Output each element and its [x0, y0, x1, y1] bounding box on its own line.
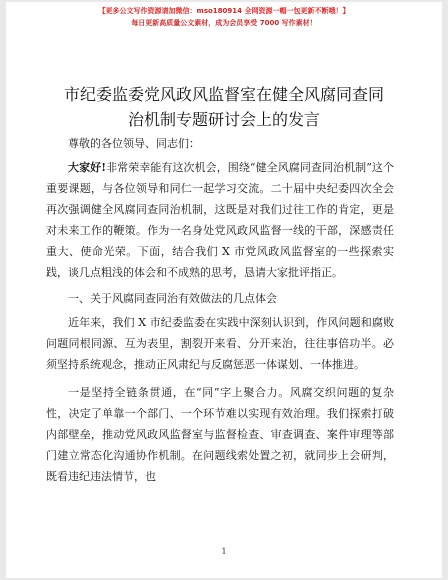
document-page — [6, 2, 442, 578]
document-body — [46, 135, 394, 494]
document-title-line-2: 治机制专题研讨会上的发言 — [127, 110, 320, 129]
opening-paragraph — [46, 157, 394, 283]
greeting: 尊敬的各位领导、同志们： — [68, 137, 200, 150]
opening-paragraph-text: 非常荣幸能有这次机会，围绕“健全风腐同查同治机制”这个重要课题，与各位领导和同仁一起学习交流。二十届中央纪委四次全会再次强调健全风腐同查同治机制，这既是对我们过往工作的肯定，更是对未来工作的鞭策。作为一名身处党风政风监督一线的干部，深感责任重大、使命光荣。下面，结合我们 X 市党风政风监督室的一些探索实践，谈几点粗浅的体会和不成熟的思考，恳请大家批评指正。 — [46, 161, 394, 279]
section-paragraph: 近年来，我们 X 市纪委监委在实践中深刻认识到，作风问题和腐败问题同根同源、互为表里，割裂开来看、分开来治，往往事倍功半。必须坚持系统观念，推动正风肃纪与反腐惩恶一体谋划、一体推进。 — [46, 316, 394, 371]
section-heading: 一、关于风腐同查同治有效做法的几点体会 — [68, 292, 277, 305]
opening-paragraph-lead: 大家好! — [68, 161, 107, 174]
document-title-line-1: 市纪委监委党风政风监督室在健全风腐同查同 — [63, 85, 384, 104]
section-paragraph: 一是坚持全链条贯通，在“同”字上聚合力。风腐交织问题的复杂性，决定了单靠一个部门、一个环节难以实现有效治理。我们探索打破内部壁垒，推动党风政风监督室与监督检查、审查调查、案件审理等部门建立常态化沟通协作机制。在问题线索处置之初，就同步上会研判，既看违纪违法情节，也 — [46, 386, 394, 483]
promo-banner-line-2: 每日更新高质量公文素材，成为会员享受 7000 写作素材！ — [131, 19, 317, 27]
page-number: 1 — [221, 547, 227, 556]
document-title — [62, 82, 386, 132]
promo-banner-line-1: 【更多公文写作资源请加微信：mso180914 全网资源一帽一包更新不断哦！】 — [98, 7, 350, 15]
promo-banner — [6, 5, 442, 29]
